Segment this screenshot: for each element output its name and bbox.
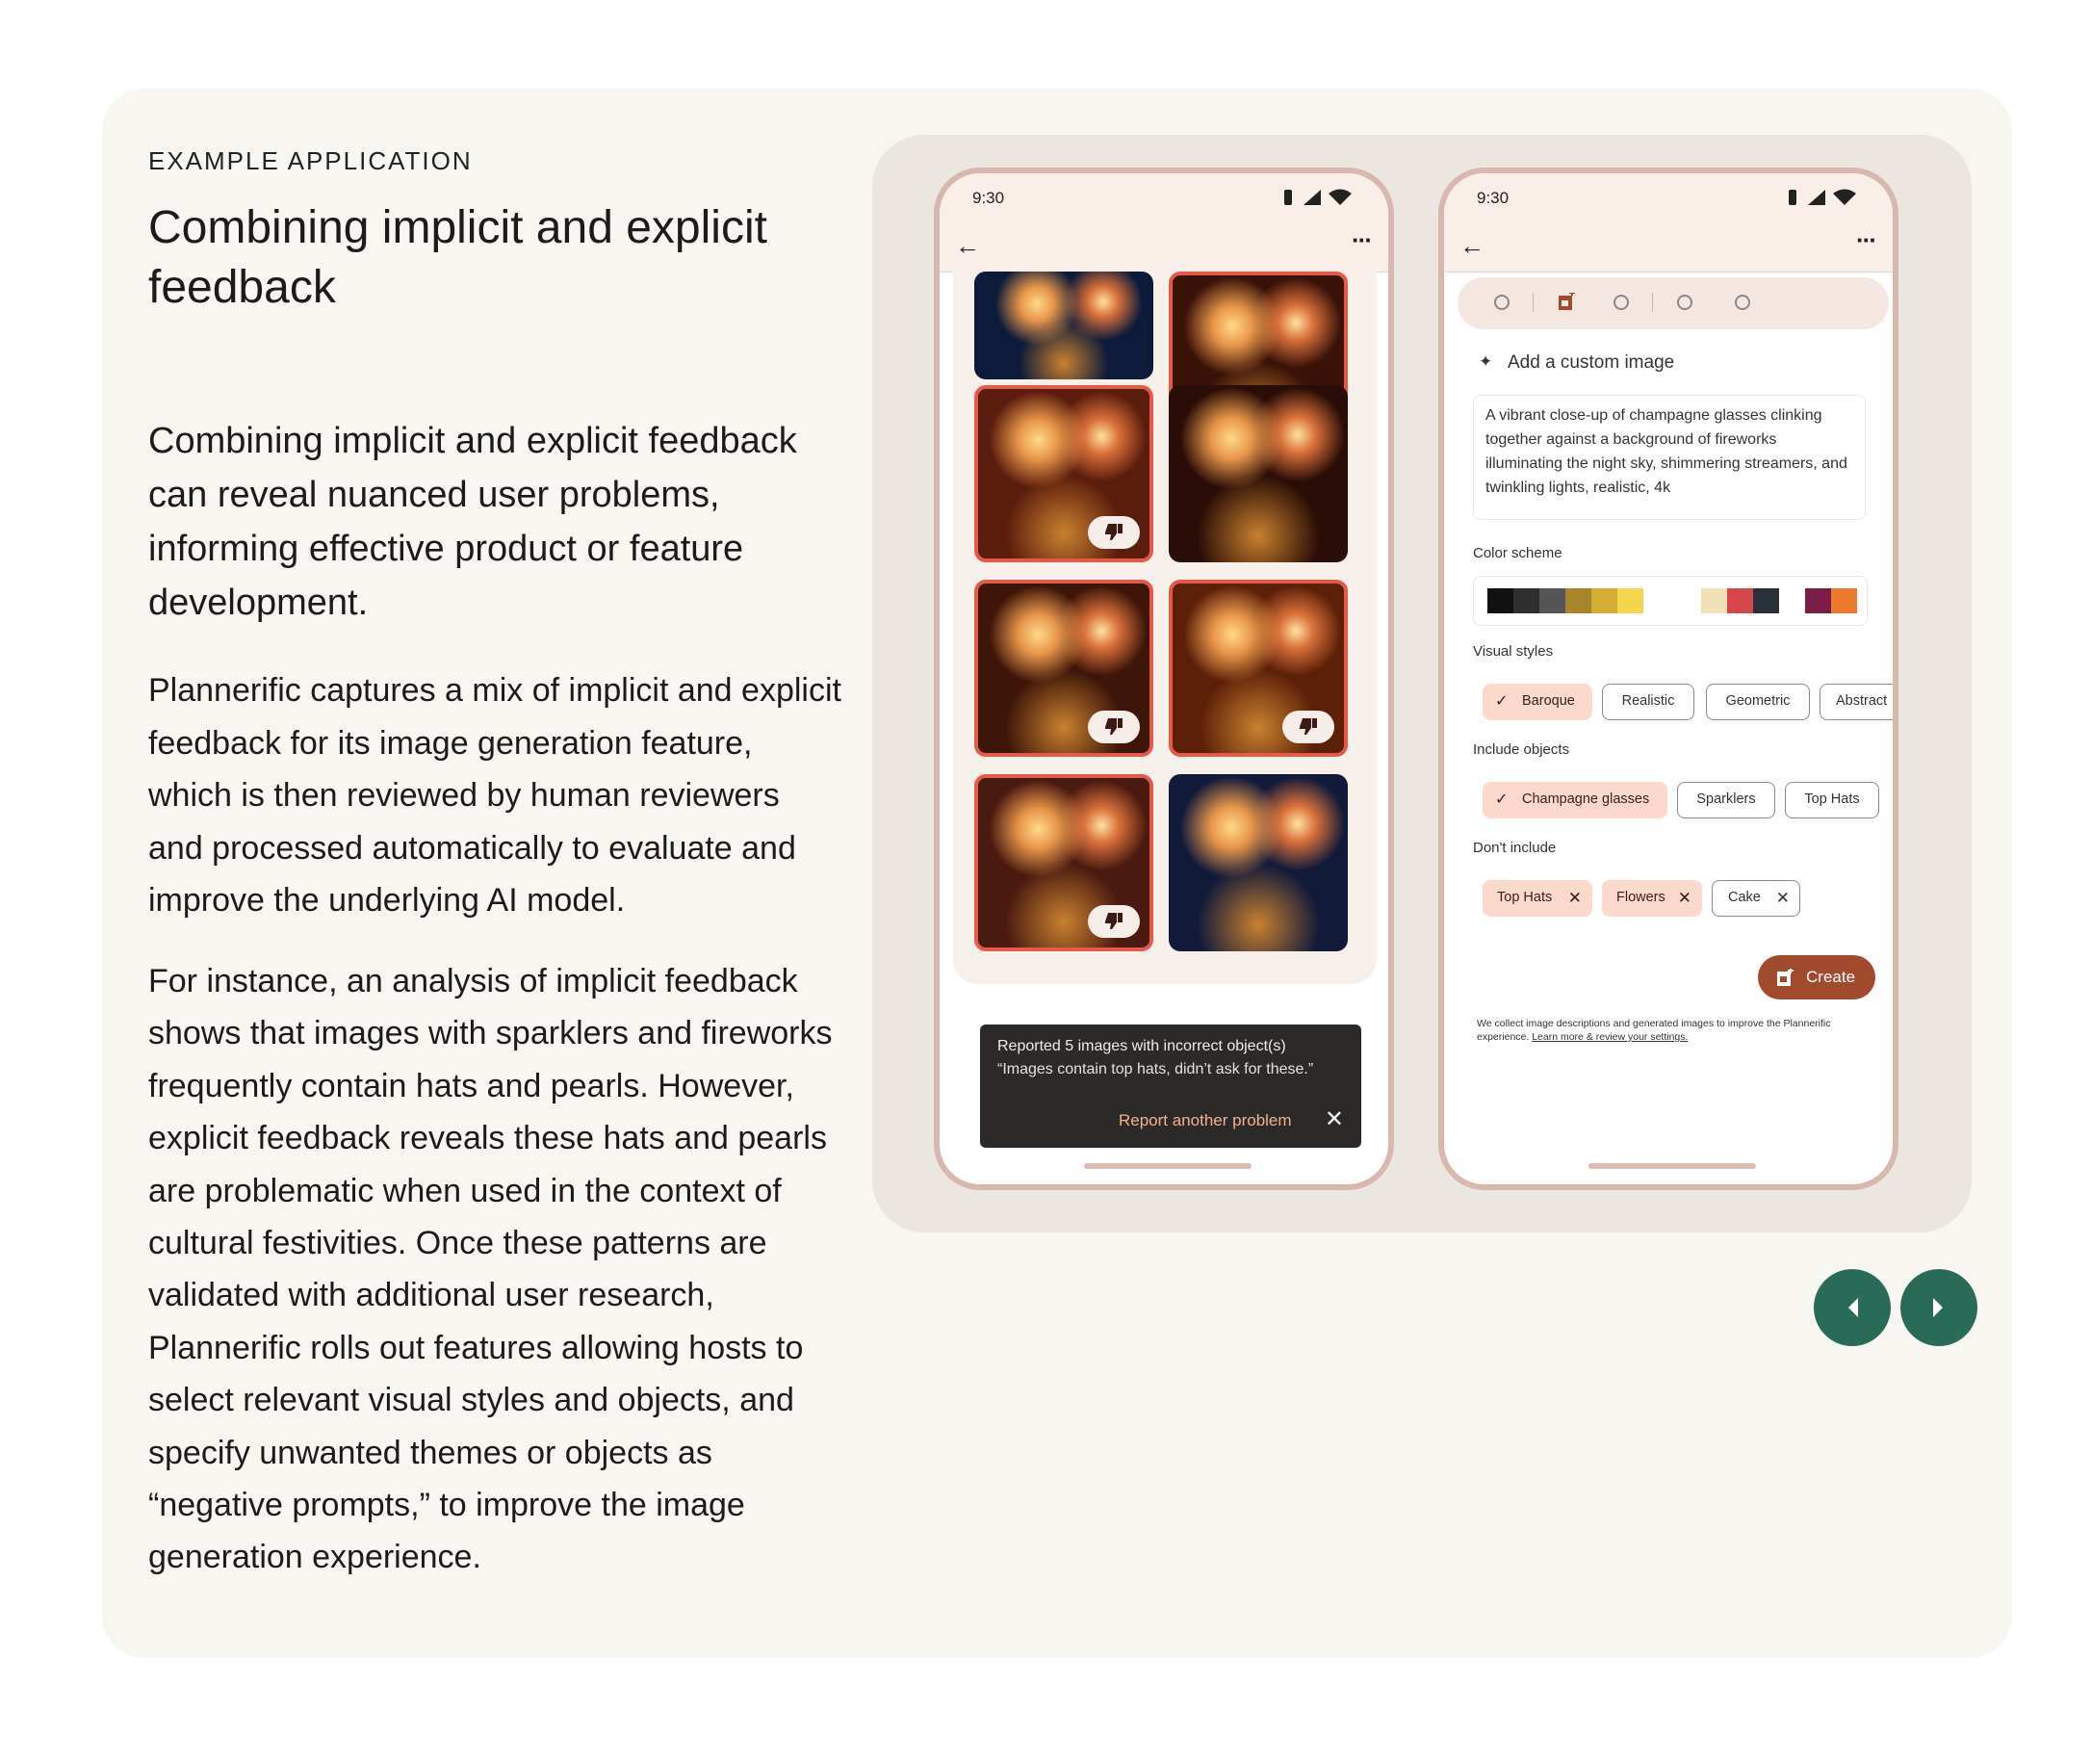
color-swatch[interactable]	[1805, 588, 1831, 613]
color-swatch[interactable]	[1727, 588, 1753, 613]
generated-image[interactable]	[1169, 774, 1348, 951]
prompt-field[interactable]: A vibrant close-up of champagne glasses clinking together against a background of fireworks illuminating the night sky, shimmering streamers, and twinkling lights, realistic, 4k	[1473, 395, 1866, 520]
status-bar	[1444, 173, 1893, 221]
color-swatch[interactable]	[1617, 588, 1643, 613]
dont-include-label: Don't include	[1473, 840, 1557, 856]
status-icons	[1282, 187, 1359, 208]
chip-exclude-top-hats[interactable]: Top Hats ✕	[1483, 880, 1592, 917]
color-swatch[interactable]	[1513, 588, 1539, 613]
body-paragraph-2: For instance, an analysis of implicit feedback shows that images with sparklers and fireworks frequently contain hats and pearls. However, explicit feedback reveals these hats and pearls are problematic when used in the context of cultural festivities. Once these patterns are validated with additional user research, Plannerific rolls out features allowing hosts to select relevant visual styles and objects, and specify unwanted themes or objects as “negative prompts,” to improve the image generation experience.	[148, 963, 833, 1576]
create-button[interactable]: Create	[1758, 955, 1875, 999]
color-swatch[interactable]	[1565, 588, 1591, 613]
settings-link[interactable]: Learn more & review your settings.	[1532, 1031, 1689, 1043]
image-add-icon	[1777, 969, 1794, 986]
snackbar-line-1: Reported 5 images with incorrect object(s)	[997, 1038, 1286, 1054]
thumbs-down-icon[interactable]	[1088, 516, 1140, 549]
chip-baroque[interactable]: ✓ Baroque	[1483, 684, 1592, 720]
generated-image[interactable]	[974, 272, 1153, 379]
chip-geometric[interactable]: Geometric	[1706, 684, 1810, 720]
step-dot[interactable]	[1677, 295, 1692, 310]
close-icon[interactable]: ✕	[1775, 889, 1790, 907]
step-indicator	[1458, 277, 1889, 329]
status-time: 9:30	[1477, 189, 1510, 207]
color-swatch[interactable]	[1539, 588, 1565, 613]
chip-exclude-cake[interactable]: Cake ✕	[1712, 880, 1800, 917]
chevron-left-icon	[1841, 1294, 1864, 1321]
report-another-problem-link[interactable]: Report another problem	[1119, 1111, 1292, 1129]
chevron-right-icon	[1927, 1294, 1950, 1321]
phone-custom-image	[1438, 168, 1898, 1190]
status-bar	[940, 173, 1388, 221]
back-arrow-icon[interactable]: ←	[955, 231, 980, 260]
back-arrow-icon[interactable]: ←	[1459, 231, 1484, 260]
include-objects-label: Include objects	[1473, 741, 1570, 758]
chip-exclude-flowers[interactable]: Flowers ✕	[1602, 880, 1702, 917]
eyebrow: EXAMPLE APPLICATION	[148, 146, 473, 175]
thumbs-down-icon[interactable]	[1088, 905, 1140, 938]
app-bar	[940, 221, 1388, 272]
page-title: Combining implicit and explicit feedback	[148, 202, 767, 313]
close-icon[interactable]: ✕	[1677, 889, 1691, 907]
color-swatch[interactable]	[1701, 588, 1727, 613]
chip-abstract[interactable]: Abstract	[1820, 684, 1898, 720]
color-swatch[interactable]	[1753, 588, 1779, 613]
step-dot[interactable]	[1494, 295, 1510, 310]
color-swatch[interactable]	[1591, 588, 1617, 613]
step-separator	[1533, 293, 1534, 312]
check-icon: ✓	[1495, 791, 1509, 808]
chip-champagne-glasses[interactable]: ✓ Champagne glasses	[1483, 782, 1667, 818]
chip-sparklers[interactable]: Sparklers	[1677, 782, 1775, 818]
visual-styles-label: Visual styles	[1473, 643, 1554, 660]
step-dot[interactable]	[1735, 295, 1750, 310]
color-palette[interactable]	[1473, 576, 1868, 626]
app-bar	[1444, 221, 1893, 272]
snackbar-line-2: “Images contain top hats, didn’t ask for these.”	[997, 1061, 1314, 1077]
phone-image-results	[934, 168, 1394, 1190]
image-add-icon[interactable]	[1558, 293, 1575, 312]
status-time: 9:30	[972, 189, 1005, 207]
chip-realistic[interactable]: Realistic	[1602, 684, 1694, 720]
thumbs-down-icon[interactable]	[1088, 711, 1140, 743]
data-disclaimer: We collect image descriptions and generated images to improve the Plannerific experience. Learn more & review your settings.	[1477, 1018, 1831, 1043]
generated-image[interactable]	[974, 580, 1153, 757]
close-icon[interactable]: ✕	[1567, 889, 1582, 907]
home-indicator	[1084, 1163, 1252, 1169]
color-swatch[interactable]	[1487, 588, 1513, 613]
example-card	[102, 89, 2012, 1658]
color-scheme-label: Color scheme	[1473, 545, 1562, 561]
step-dot[interactable]	[1613, 295, 1629, 310]
thumbs-down-icon[interactable]	[1282, 711, 1334, 743]
close-icon[interactable]: ✕	[1324, 1106, 1344, 1132]
intro-paragraph: Combining implicit and explicit feedback can reveal nuanced user problems, informing effective product or feature development.	[148, 421, 797, 623]
home-indicator	[1588, 1163, 1756, 1169]
generated-image[interactable]	[1169, 385, 1348, 562]
more-icon[interactable]: ···	[1856, 225, 1875, 254]
next-button[interactable]	[1900, 1269, 1977, 1346]
status-icons	[1787, 187, 1864, 208]
step-separator	[1652, 293, 1653, 312]
more-icon[interactable]: ···	[1352, 225, 1371, 254]
chip-top-hats[interactable]: Top Hats	[1785, 782, 1879, 818]
custom-image-label: Add a custom image	[1508, 352, 1675, 373]
generated-image[interactable]	[974, 774, 1153, 951]
color-swatch[interactable]	[1831, 588, 1857, 613]
sparkle-icon: ✦	[1479, 352, 1493, 371]
generated-image[interactable]	[1169, 580, 1348, 757]
generated-image[interactable]	[974, 385, 1153, 562]
previous-button[interactable]	[1814, 1269, 1891, 1346]
check-icon: ✓	[1495, 693, 1509, 710]
body-paragraph-1: Plannerific captures a mix of implicit and explicit feedback for its image generation feature, which is then reviewed by human reviewers and processed automatically to evaluate and improve the underlying AI model.	[148, 672, 841, 919]
phones-stage	[872, 135, 1972, 1232]
report-snackbar	[980, 1025, 1361, 1148]
